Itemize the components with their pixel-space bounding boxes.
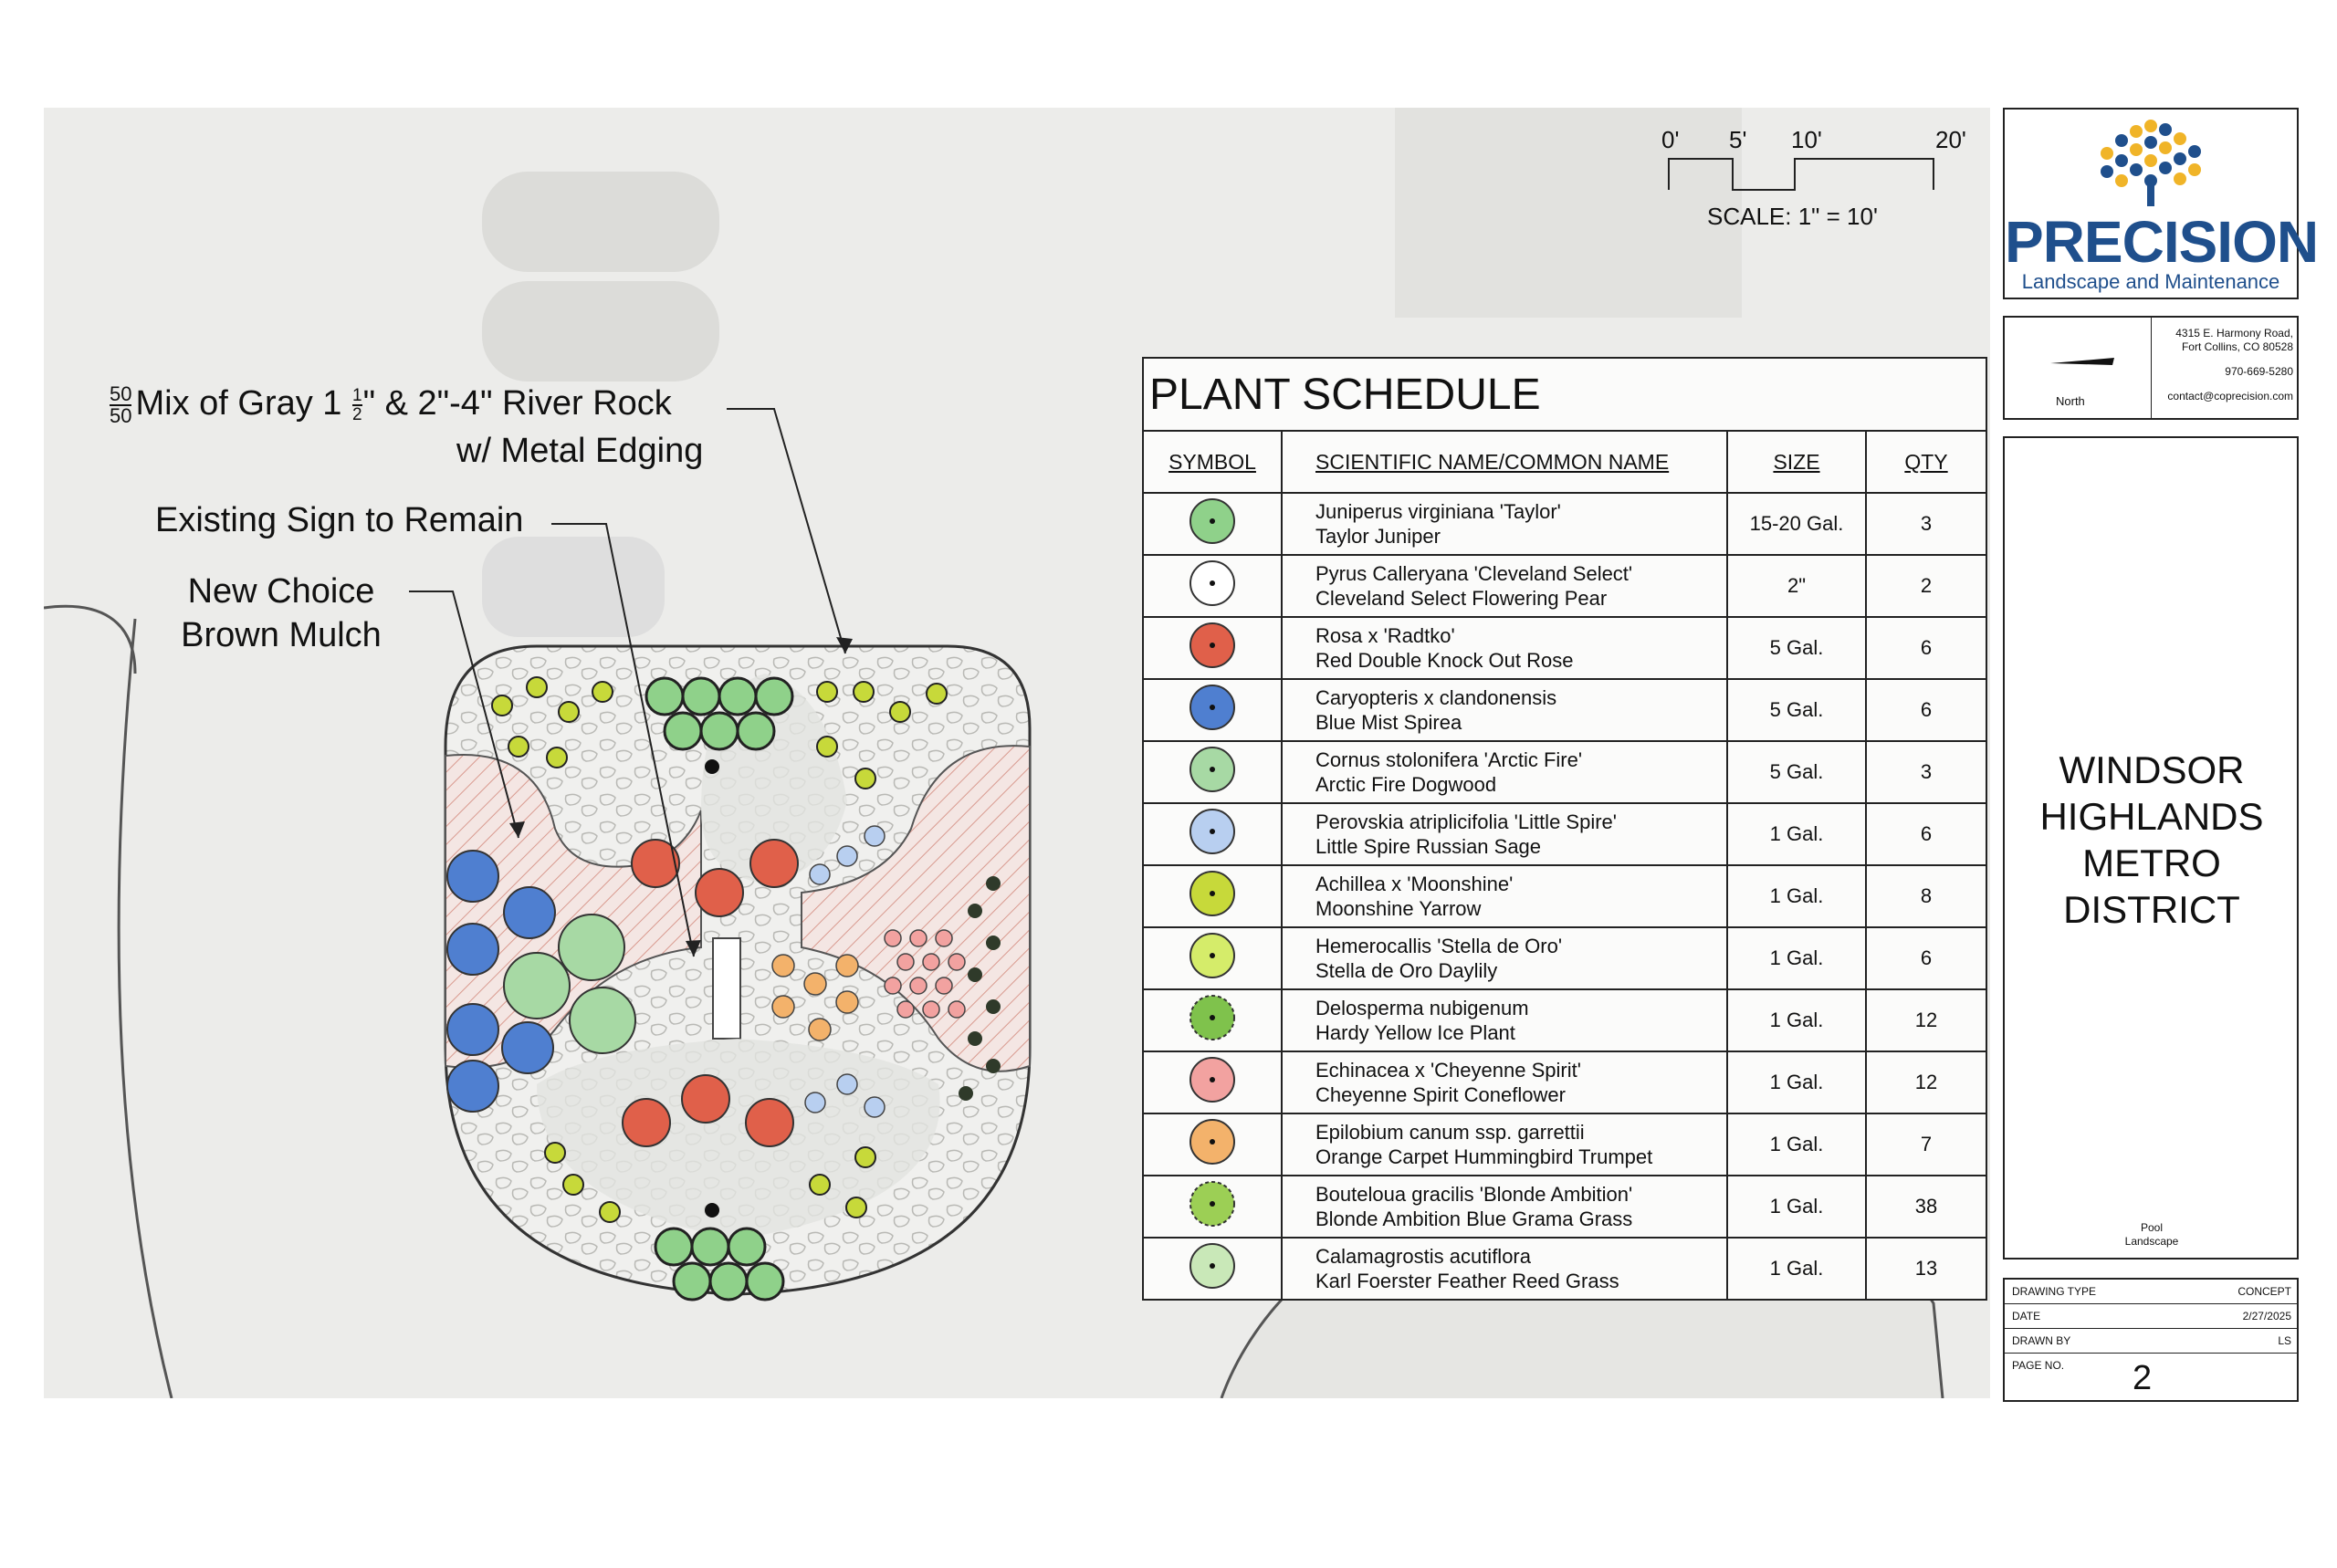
qty-cell: 6: [1866, 803, 1986, 865]
value: LS: [2278, 1334, 2291, 1347]
plan-sheet: [44, 108, 1990, 1398]
brand-name: PRECISION: [2005, 209, 2319, 275]
size-cell: 2": [1727, 555, 1866, 617]
page-row: [2005, 1354, 2297, 1399]
symbol-cell: [1143, 493, 1282, 555]
common-name: Blue Mist Spirea: [1315, 711, 1462, 734]
name-cell: [1282, 617, 1727, 679]
scientific-name: Echinacea x 'Cheyenne Spirit': [1315, 1059, 1581, 1082]
size-cell: 1 Gal.: [1727, 1238, 1866, 1300]
size-cell: 1 Gal.: [1727, 865, 1866, 927]
curb-line: [119, 619, 172, 1398]
yarrow-icon: [1185, 866, 1240, 921]
common-name: Moonshine Yarrow: [1315, 897, 1482, 920]
symbol-cell: [1143, 1176, 1282, 1238]
label: DRAWN BY: [2012, 1334, 2071, 1347]
size-cell: 1 Gal.: [1727, 1176, 1866, 1238]
qty-cell: 3: [1866, 493, 1986, 555]
phone: 970-669-5280: [2225, 365, 2293, 378]
size-cell: 1 Gal.: [1727, 1113, 1866, 1176]
symbol-cell: [1143, 1113, 1282, 1176]
aerial-shape: [482, 537, 665, 637]
qty-cell: 2: [1866, 555, 1986, 617]
name-cell: [1282, 555, 1727, 617]
contact-info: [2153, 327, 2297, 403]
logo-dot: [2115, 154, 2128, 167]
name-cell: [1282, 865, 1727, 927]
address-line: Fort Collins, CO 80528: [2181, 340, 2293, 353]
fraction: [352, 387, 362, 423]
scientific-name: Hemerocallis 'Stella de Oro': [1315, 935, 1563, 957]
sage-icon: [1185, 804, 1240, 859]
name-cell: [1282, 1176, 1727, 1238]
label: PAGE NO.: [2012, 1359, 2065, 1372]
grama-icon: [1185, 1176, 1240, 1231]
size-cell: 1 Gal.: [1727, 1051, 1866, 1113]
coneflower-icon: [1185, 1052, 1240, 1107]
north-contact-box: [2003, 316, 2299, 420]
size-cell: 5 Gal.: [1727, 679, 1866, 741]
page-number: 2: [2133, 1359, 2153, 1397]
spirea-icon: [1185, 680, 1240, 735]
label: DRAWING TYPE: [2012, 1285, 2097, 1298]
logo-dot: [2144, 120, 2157, 132]
name-cell: [1282, 493, 1727, 555]
symbol-cell: [1143, 1051, 1282, 1113]
aerial-shape: [482, 172, 719, 272]
col-symbol: SYMBOL: [1143, 431, 1282, 493]
epilobium-icon: [1185, 1114, 1240, 1169]
callout-existing-sign: Existing Sign to Remain: [155, 501, 524, 539]
logo-dot: [2130, 125, 2143, 138]
schedule-row: [1143, 803, 1986, 865]
qty-cell: 8: [1866, 865, 1986, 927]
logo-dot: [2188, 163, 2201, 176]
district-line: HIGHLANDS: [2039, 795, 2264, 838]
symbol-cell: [1143, 989, 1282, 1051]
fraction-bottom: 2: [352, 404, 362, 424]
aerial-building: [1395, 108, 1742, 318]
common-name: Hardy Yellow Ice Plant: [1315, 1021, 1515, 1044]
qty-cell: 13: [1866, 1238, 1986, 1300]
logo-trunk: [2147, 184, 2154, 206]
scientific-name: Cornus stolonifera 'Arctic Fire': [1315, 748, 1583, 771]
symbol-cell: [1143, 803, 1282, 865]
sheet-desc-line: Landscape: [2124, 1235, 2179, 1248]
callout-mulch: [144, 570, 418, 657]
daylily-icon: [1185, 928, 1240, 983]
schedule-row: [1143, 1238, 1986, 1300]
logo-dot: [2101, 147, 2113, 160]
symbol-cell: [1143, 1238, 1282, 1300]
size-cell: 1 Gal.: [1727, 803, 1866, 865]
size-cell: 5 Gal.: [1727, 741, 1866, 803]
schedule-row: [1143, 617, 1986, 679]
schedule-row: [1143, 989, 1986, 1051]
district-line: WINDSOR: [2059, 748, 2245, 791]
schedule-row: [1143, 1051, 1986, 1113]
common-name: Arctic Fire Dogwood: [1315, 773, 1497, 796]
schedule-row: [1143, 1113, 1986, 1176]
sheet-desc-line: Pool: [2140, 1221, 2164, 1234]
drawing-info-box: [2003, 1278, 2299, 1402]
name-cell: [1282, 803, 1727, 865]
drawing-type-row: [2005, 1280, 2297, 1304]
callout-text: " & 2"-4" River Rock: [362, 384, 672, 423]
qty-cell: 12: [1866, 989, 1986, 1051]
name-cell: [1282, 989, 1727, 1051]
qty-cell: 6: [1866, 679, 1986, 741]
pear-icon: [1185, 556, 1240, 611]
logo-dot: [2174, 152, 2186, 165]
callout-text: Brown Mulch: [181, 616, 382, 654]
logo-dot: [2159, 162, 2172, 174]
qty-cell: 6: [1866, 617, 1986, 679]
reedgrass-icon: [1185, 1239, 1240, 1293]
qty-cell: 12: [1866, 1051, 1986, 1113]
logo-dot: [2144, 136, 2157, 149]
symbol-cell: [1143, 741, 1282, 803]
scientific-name: Calamagrostis acutiflora: [1315, 1245, 1531, 1268]
name-cell: [1282, 1113, 1727, 1176]
symbol-cell: [1143, 679, 1282, 741]
north-label: North: [2056, 394, 2085, 408]
logo-dot: [2130, 163, 2143, 176]
scientific-name: Bouteloua gracilis 'Blonde Ambition': [1315, 1183, 1633, 1206]
scientific-name: Rosa x 'Radtko': [1315, 624, 1455, 647]
scientific-name: Achillea x 'Moonshine': [1315, 873, 1514, 895]
common-name: Red Double Knock Out Rose: [1315, 649, 1574, 672]
common-name: Orange Carpet Hummingbird Trumpet: [1315, 1145, 1653, 1168]
logo-dot: [2159, 123, 2172, 136]
common-name: Cleveland Select Flowering Pear: [1315, 587, 1608, 610]
col-size: SIZE: [1727, 431, 1866, 493]
email: contact@coprecision.com: [2167, 390, 2293, 402]
symbol-cell: [1143, 555, 1282, 617]
common-name: Taylor Juniper: [1315, 525, 1441, 548]
schedule-row: [1143, 1176, 1986, 1238]
plant-schedule: [1142, 357, 1987, 1301]
logo-box: [2003, 108, 2319, 299]
dogwood-icon: [1185, 742, 1240, 797]
schedule-title: PLANT SCHEDULE: [1143, 358, 1986, 431]
scale-tick: 0': [1661, 126, 1680, 153]
fraction-bottom: 50: [110, 403, 132, 427]
name-cell: [1282, 741, 1727, 803]
district-name: [2005, 747, 2299, 1568]
name-cell: [1282, 1238, 1727, 1300]
fraction-top: 50: [110, 382, 132, 405]
brand-subtitle: Landscape and Maintenance: [2021, 270, 2280, 293]
aerial-shape: [482, 281, 719, 382]
common-name: Little Spire Russian Sage: [1315, 835, 1542, 858]
common-name: Karl Foerster Feather Reed Grass: [1315, 1270, 1619, 1292]
label: DATE: [2012, 1310, 2041, 1322]
name-cell: [1282, 927, 1727, 989]
qty-cell: 7: [1866, 1113, 1986, 1176]
col-qty: QTY: [1866, 431, 1986, 493]
qty-cell: 38: [1866, 1176, 1986, 1238]
scale-tick: 5': [1729, 126, 1747, 153]
schedule-row: [1143, 493, 1986, 555]
size-cell: 1 Gal.: [1727, 927, 1866, 989]
logo-dot: [2174, 132, 2186, 145]
date-row: [2005, 1304, 2297, 1329]
symbol-cell: [1143, 617, 1282, 679]
logo-dot: [2101, 165, 2113, 178]
drawn-by-row: [2005, 1329, 2297, 1354]
logo-dot: [2115, 174, 2128, 187]
sheet-description: [2005, 1221, 2299, 1249]
common-name: Blonde Ambition Blue Grama Grass: [1315, 1207, 1633, 1230]
schedule-body: [1143, 493, 1986, 1300]
symbol-cell: [1143, 927, 1282, 989]
scientific-name: Delosperma nubigenum: [1315, 997, 1529, 1019]
schedule-row: [1143, 865, 1986, 927]
callout-text: New Choice: [187, 572, 375, 611]
schedule-row: [1143, 741, 1986, 803]
district-line: METRO: [2082, 841, 2221, 884]
value: 2/27/2025: [2242, 1310, 2291, 1322]
logo-dot: [2188, 145, 2201, 158]
common-name: Stella de Oro Daylily: [1315, 959, 1498, 982]
divider: [2151, 318, 2152, 418]
logo-dot: [2130, 143, 2143, 156]
curb-line: [44, 606, 135, 674]
symbol-cell: [1143, 865, 1282, 927]
name-cell: [1282, 679, 1727, 741]
schedule-row: [1143, 555, 1986, 617]
name-cell: [1282, 1051, 1727, 1113]
logo-dot: [2174, 172, 2186, 185]
common-name: Cheyenne Spirit Coneflower: [1315, 1083, 1566, 1106]
qty-cell: 3: [1866, 741, 1986, 803]
scientific-name: Pyrus Calleryana 'Cleveland Select': [1315, 562, 1633, 585]
size-cell: 1 Gal.: [1727, 989, 1866, 1051]
logo-dot: [2144, 154, 2157, 167]
iceplant-icon: [1185, 990, 1240, 1045]
size-cell: 15-20 Gal.: [1727, 493, 1866, 555]
logo-dot: [2159, 141, 2172, 154]
fraction-top: 1: [352, 385, 362, 405]
district-line: DISTRICT: [2063, 888, 2240, 931]
callout-metal-edging: w/ Metal Edging: [456, 432, 704, 470]
qty-cell: 6: [1866, 927, 1986, 989]
scale-tick: 20': [1935, 126, 1966, 153]
callout-text: Mix of Gray 1: [135, 384, 342, 423]
schedule-row: [1143, 679, 1986, 741]
rose-icon: [1185, 618, 1240, 673]
scientific-name: Perovskia atriplicifolia 'Little Spire': [1315, 810, 1617, 833]
scientific-name: Caryopteris x clandonensis: [1315, 686, 1557, 709]
schedule-row: [1143, 927, 1986, 989]
existing-sign: [713, 938, 740, 1039]
size-cell: 5 Gal.: [1727, 617, 1866, 679]
scale-label: SCALE: 1" = 10': [1707, 203, 1878, 230]
value: CONCEPT: [2237, 1285, 2291, 1298]
scientific-name: Juniperus virginiana 'Taylor': [1315, 500, 1561, 523]
juniper-icon: [1185, 494, 1240, 549]
callout-river-rock: [110, 382, 767, 426]
scientific-name: Epilobium canum ssp. garrettii: [1315, 1121, 1585, 1144]
logo-dot: [2115, 134, 2128, 147]
address-line: 4315 E. Harmony Road,: [2175, 327, 2293, 340]
fraction: [110, 384, 131, 426]
col-name: SCIENTIFIC NAME/COMMON NAME: [1282, 431, 1727, 493]
scale-tick: 10': [1791, 126, 1822, 153]
